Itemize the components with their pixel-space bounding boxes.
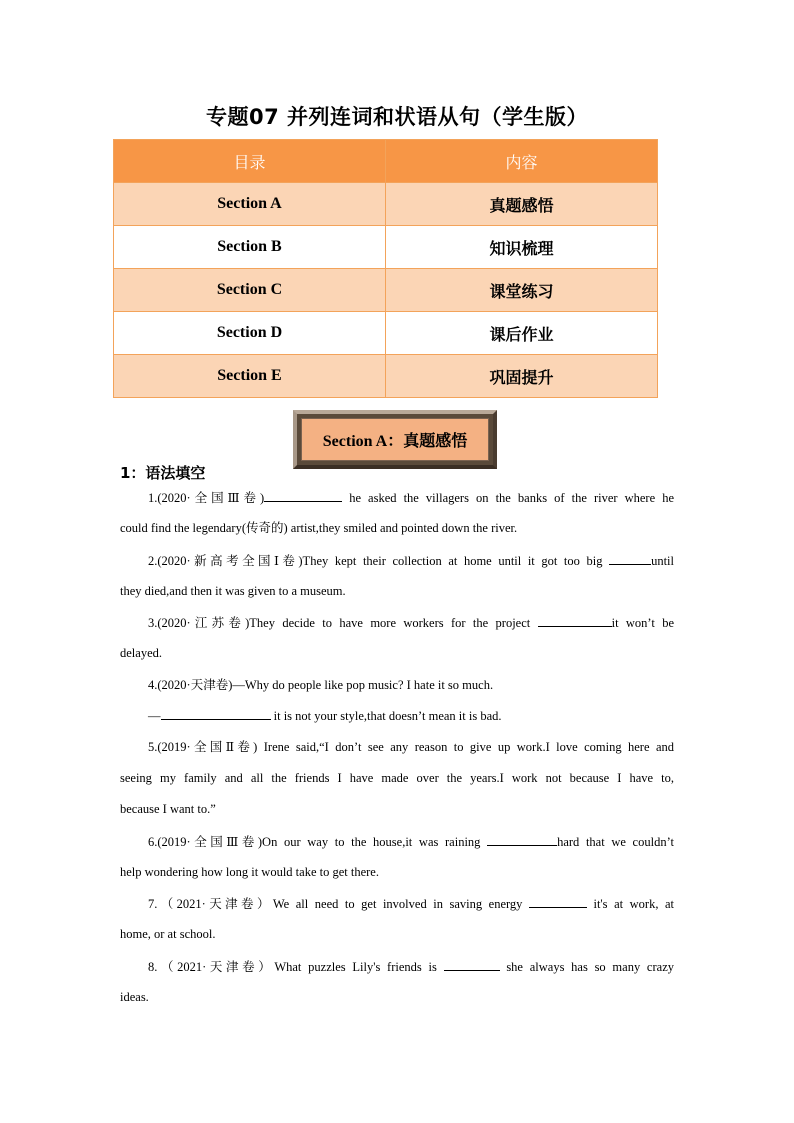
question-8-text: 8.（2021·天津卷）What puzzles Lily's friends is bbox=[148, 960, 444, 974]
section-cell: Section E bbox=[114, 355, 386, 398]
question-2-text-end: until bbox=[651, 554, 674, 568]
section-cell: Section C bbox=[114, 269, 386, 312]
question-5-line-1: 5.(2019·全国Ⅱ卷) Irene said,“I don’t see any reason to give up work.I love coming here and bbox=[148, 740, 674, 754]
question-3-text-end: it won’t be bbox=[611, 616, 675, 630]
question-1-line-2: could find the legendary(传奇的) artist,they smiled and pointed down the river. bbox=[120, 521, 518, 535]
table-header-row bbox=[114, 140, 658, 183]
answer-blank[interactable] bbox=[538, 614, 612, 627]
section-a-banner bbox=[293, 410, 497, 469]
dialogue-dash: — bbox=[148, 709, 161, 723]
question-3-line-1 bbox=[148, 614, 674, 631]
section-cell: Section D bbox=[114, 312, 386, 355]
header-content: 内容 bbox=[386, 140, 658, 183]
contents-table bbox=[113, 139, 658, 398]
question-7-text: 7.（2021·天津卷）We all need to get involved in saving energy bbox=[148, 897, 529, 911]
section-a-title: 真题感悟 bbox=[403, 431, 468, 450]
table-row bbox=[114, 312, 658, 355]
question-8-line-2: ideas. bbox=[120, 990, 149, 1004]
table-row bbox=[114, 355, 658, 398]
table-row bbox=[114, 269, 658, 312]
section-a-banner-inner bbox=[301, 418, 489, 461]
question-7-line-1 bbox=[148, 895, 674, 912]
section-cell: Section B bbox=[114, 226, 386, 269]
question-6-text: 6.(2019·全国Ⅲ卷)On our way to the house,it was raining bbox=[148, 835, 488, 849]
section-cell: Section A bbox=[114, 183, 386, 226]
page-title: 专题07 并列连词和状语从句（学生版） bbox=[205, 105, 589, 129]
question-8-line-1 bbox=[148, 958, 674, 975]
content-cell: 课堂练习 bbox=[386, 269, 658, 312]
answer-blank[interactable] bbox=[264, 489, 342, 502]
question-2-line-1 bbox=[148, 552, 674, 569]
question-4-line-2 bbox=[148, 707, 674, 724]
table-row bbox=[114, 226, 658, 269]
question-5-line-2: seeing my family and all the friends I have made over the years.I work not because I have to, bbox=[120, 771, 674, 785]
answer-blank[interactable] bbox=[609, 552, 651, 565]
question-4-text: it is not your style,that doesn’t mean it is bad. bbox=[270, 709, 502, 723]
question-6-line-2: help wondering how long it would take to get there. bbox=[120, 865, 379, 879]
question-7-text-end: it's at work, at bbox=[586, 897, 674, 911]
question-2-line-2: they died,and then it was given to a museum. bbox=[120, 584, 346, 598]
question-2-text: 2.(2020·新高考全国Ⅰ卷)They kept their collection at home until it got too big bbox=[148, 554, 610, 568]
question-3-text: 3.(2020·江苏卷)They decide to have more workers for the project bbox=[148, 616, 538, 630]
header-catalog: 目录 bbox=[114, 140, 386, 183]
question-1-source: 1.(2020·全国Ⅲ卷) bbox=[148, 491, 265, 505]
answer-blank[interactable] bbox=[161, 707, 271, 720]
question-3-line-2: delayed. bbox=[120, 646, 162, 660]
content-cell: 巩固提升 bbox=[386, 355, 658, 398]
answer-blank[interactable] bbox=[529, 895, 587, 908]
question-4-line-1: 4.(2020·天津卷)—Why do people like pop music? I hate it so much. bbox=[148, 678, 494, 692]
question-5-line-3: because I want to.” bbox=[120, 802, 216, 816]
content-cell: 知识梳理 bbox=[386, 226, 658, 269]
content-cell: 课后作业 bbox=[386, 312, 658, 355]
question-1-text: he asked the villagers on the banks of the river where he bbox=[342, 491, 675, 505]
table-row bbox=[114, 183, 658, 226]
question-6-line-1 bbox=[148, 833, 674, 850]
answer-blank[interactable] bbox=[487, 833, 557, 846]
question-8-text-end: she always has so many crazy bbox=[499, 960, 674, 974]
question-7-line-2: home, or at school. bbox=[120, 927, 216, 941]
exercise-heading: 1：语法填空 bbox=[120, 464, 206, 482]
section-a-label: Section A： bbox=[322, 433, 404, 450]
question-6-text-end: hard that we couldn’t bbox=[557, 835, 674, 849]
question-1-line-1 bbox=[148, 489, 674, 506]
content-cell: 真题感悟 bbox=[386, 183, 658, 226]
answer-blank[interactable] bbox=[444, 958, 500, 971]
